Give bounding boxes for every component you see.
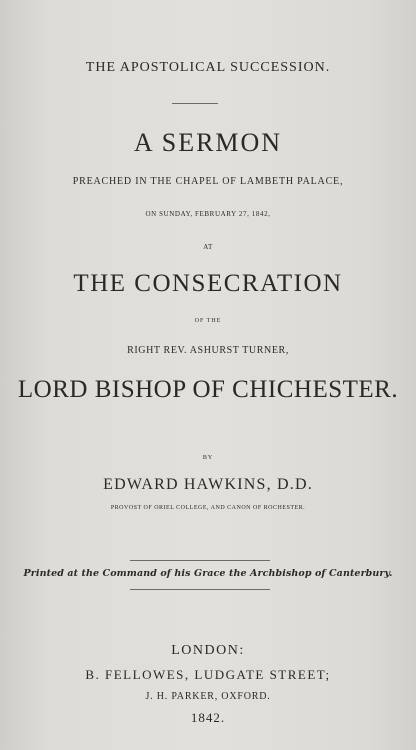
consecration-title: THE CONSECRATION [73, 270, 343, 297]
series-title: THE APOSTOLICAL SUCCESSION. [85, 60, 331, 75]
at-word: AT [203, 243, 213, 251]
short-divider-top [172, 103, 218, 104]
printed-rule-top [130, 560, 270, 561]
main-title: A SERMON [133, 128, 283, 157]
by-word: BY [202, 455, 214, 461]
printed-note: Printed at the Command of his Grace the Archbishop of Canterbury. [23, 568, 393, 579]
author-affiliation: PROVOST OF ORIEL COLLEGE, AND CANON OF ROCHESTER. [110, 505, 306, 511]
printed-rule-bottom [130, 589, 270, 590]
publication-year: 1842. [190, 710, 226, 725]
bishop-name: RIGHT REV. ASHURST TURNER, [127, 345, 289, 356]
publisher-1: B. FELLOWES, LUDGATE STREET; [85, 667, 331, 682]
of-the: OF THE [194, 318, 222, 324]
author-name: EDWARD HAWKINS, D.D. [103, 476, 313, 493]
publisher-2: J. H. PARKER, OXFORD. [145, 691, 271, 702]
date-line: ON SUNDAY, FEBRUARY 27, 1842, [145, 210, 271, 218]
preached-line: PREACHED IN THE CHAPEL OF LAMBETH PALACE, [72, 176, 344, 187]
bishop-title: LORD BISHOP OF CHICHESTER. [17, 376, 399, 403]
imprint-city: LONDON: [171, 643, 245, 658]
